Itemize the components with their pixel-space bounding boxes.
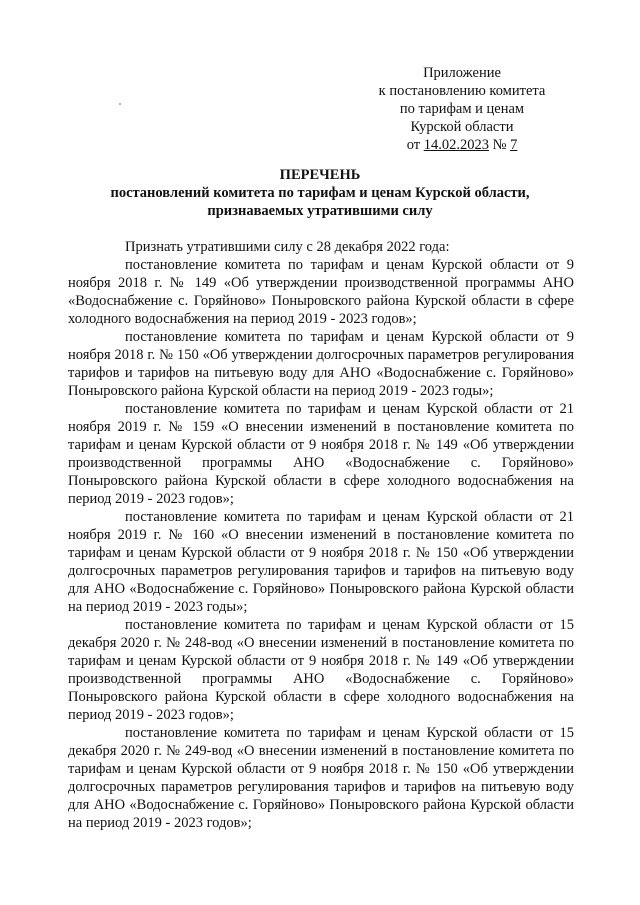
list-item: постановление комитета по тарифам и ценам Курской области от 15 декабря 2020 г. № 249-вод «О внесении изменений в постановление комитета по тарифам и ценам Курской области от 9 ноября 2018 г. № 150 «Об утверждении долгосрочных параметров регулирования тарифов и тарифов на питьевую воду для АНО «Водоснабжение с. Горяйново» Поныровского района Курской области на период 2019 - 2023 годов»; — [68, 725, 574, 831]
appendix-line: к постановлению комитета — [378, 83, 546, 99]
appendix-line: по тарифам и ценам — [399, 101, 525, 117]
appendix-line: Приложение — [423, 65, 501, 81]
title-line: признаваемых утратившими силу — [207, 203, 433, 219]
number-prefix: № — [488, 137, 511, 153]
document-title — [60, 166, 580, 220]
resolution-date: 14.02.2023 — [423, 137, 489, 153]
scan-speck — [119, 103, 121, 105]
date-prefix: от — [406, 137, 424, 153]
list-item: постановление комитета по тарифам и ценам Курской области от 21 ноября 2019 г. № 159 «О внесении изменений в постановление комитета по тарифам и ценам Курской области от 9 ноября 2018 г. № 149 «Об утверждении производственной программы АНО «Водоснабжение с. Горяйново» Поныровского района Курской области в сфере холодного водоснабжения на период 2019 - 2023 годов»; — [68, 401, 574, 507]
title-line: постановлений комитета по тарифам и ценам Курской области, — [110, 185, 530, 201]
title-heading: ПЕРЕЧЕНЬ — [279, 167, 361, 183]
list-item: постановление комитета по тарифам и ценам Курской области от 9 ноября 2018 г. № 149 «Об утверждении производственной программы АНО «Водоснабжение с. Горяйново» Поныровского района Курской области в сфере холодного водоснабжения на период 2019 - 2023 годов»; — [68, 257, 574, 327]
intro-text: Признать утратившими силу с 28 декабря 2022 года: — [125, 239, 450, 255]
appendix-block — [352, 64, 572, 154]
resolution-number: 7 — [510, 137, 518, 153]
list-item: постановление комитета по тарифам и ценам Курской области от 9 ноября 2018 г. № 150 «Об утверждении долгосрочных параметров регулирования тарифов и тарифов на питьевую воду для АНО «Водоснабжение с. Горяйново» Поныровского района Курской области на период 2019 - 2023 годы»; — [68, 329, 574, 399]
list-item: постановление комитета по тарифам и ценам Курской области от 15 декабря 2020 г. № 248-вод «О внесении изменений в постановление комитета по тарифам и ценам Курской области от 9 ноября 2018 г. № 149 «Об утверждении производственной программы АНО «Водоснабжение с. Горяйново» Поныровского района Курской области в сфере холодного водоснабжения на период 2019 - 2023 годов»; — [68, 617, 574, 723]
document-body — [68, 238, 574, 832]
list-item: постановление комитета по тарифам и ценам Курской области от 21 ноября 2019 г. № 160 «О внесении изменений в постановление комитета по тарифам и ценам Курской области от 9 ноября 2018 г. № 150 «Об утверждении долгосрочных параметров регулирования тарифов и тарифов на питьевую воду для АНО «Водоснабжение с. Горяйново» Поныровского района Курской области на период 2019 - 2023 годы»; — [68, 509, 574, 615]
appendix-line: Курской области — [410, 119, 514, 135]
appendix-date-line — [352, 136, 572, 154]
